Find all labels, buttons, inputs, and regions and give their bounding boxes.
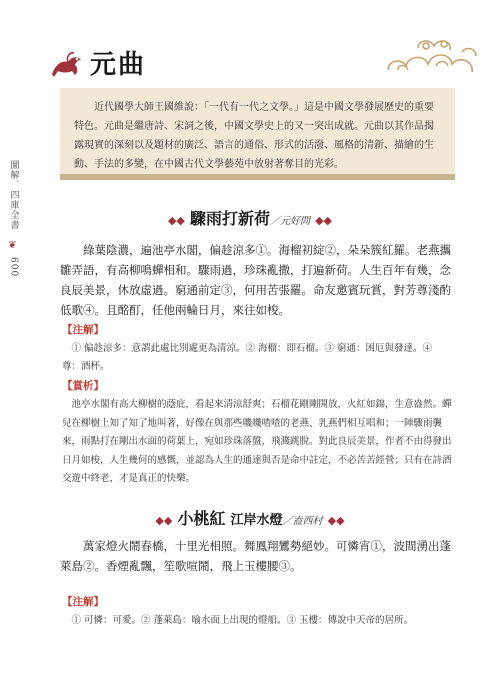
song2-notes-label: 【注解】 (62, 596, 104, 608)
song1-notes-label: 【注解】 (62, 324, 104, 336)
ornament-left-icon: ◆◆ (155, 514, 173, 527)
song1-notes: ① 偏趁涼多：意謂此處比別處更為清涼。② 海榴：即石榴。③ 窮通：困厄與發達。④ 尊：酒杯。 (62, 343, 433, 372)
chapter-title: 元曲 (90, 50, 147, 80)
song2-author: ／盍西村 (282, 516, 323, 527)
song1-analysis-label: 【賞析】 (62, 380, 104, 392)
song2-notes: ① 可憐：可愛。② 蓬萊島：喻水面上出現的燈船。③ 玉樓：傳說中天帝的居所。 (71, 615, 414, 626)
song1-author: ／元好問 (270, 216, 310, 227)
song1-analysis: 池亭水閣有高大柳樹的蔭庇，看起來清涼舒爽；石榴花剛剛開放，火紅如錦，生意盎然。蟬兒在柳樹上知了知了地叫著，好像在與那些嘰嘰喳喳的老燕、乳燕們相互唱和；一陣驟雨襲來，雨點打在剛出水面的荷葉上，宛如珍珠落盤，飛濺跳脫。對此良辰美景，作者不由得發出日月如梭，人生幾何的感慨，並認為人生的通達與否是命中註定，不必苦苦經營；只有在詩酒交遊中終老，才是真正的快樂。 (62, 399, 452, 484)
ornament-right-icon: ◆◆ (327, 514, 345, 527)
spine-ornament-icon: ❦ (8, 240, 18, 251)
song1-text: 綠葉陰濃，遍池亭水閣，偏趁涼多①。海榴初綻②，朵朵簇紅羅。老燕攜雛弄語，有高柳鳴蟬相和。驟雨過，珍珠亂撒，打遍新荷。人生百年有幾，念良辰美景，休放虛過。窮通前定③，何用苦張羅。命友邀賓玩賞，對芳尊淺酌低歌④。且酩酊，任他兩輪日月，來往如梭。 (60, 243, 451, 317)
spine-book-title: 圖解．四庫全書 (8, 160, 19, 230)
song1-title: 驟雨打新荷 (189, 209, 270, 228)
intro-box: 近代國學大師王國維說：「一代有一代之文學。」這是中國文學發展歷史的重要特色。元曲是繼唐詩、宋詞之後，中國文學史上的又一突出成就。元曲以其作品揭露現實的深刻以及題材的廣泛、語言的通俗、形式的活潑、風格的清新、描繪的生動、手法的多變，在中國古代文學藝苑中放射著奪目的光彩。 (60, 88, 455, 180)
song1-heading (0, 206, 500, 229)
song2-text: 萬家燈火鬧春橋，十里光相照。舞鳳翔鸞勢絕妙。可憐宵①，波間湧出蓬萊島②。香煙亂飄，笙歌喧鬧，飛上玉樓腰③。 (60, 539, 451, 573)
song2-subtitle: 江岸水燈 (230, 513, 283, 528)
song2-title: 小桃紅 (177, 509, 226, 528)
song2-heading (0, 506, 500, 529)
qilin-logo-icon (48, 46, 84, 82)
auspicious-cloud-icon (378, 30, 488, 90)
page-number: 600 (8, 257, 19, 278)
ornament-left-icon: ◆◆ (167, 214, 185, 227)
ornament-right-icon: ◆◆ (315, 214, 333, 227)
